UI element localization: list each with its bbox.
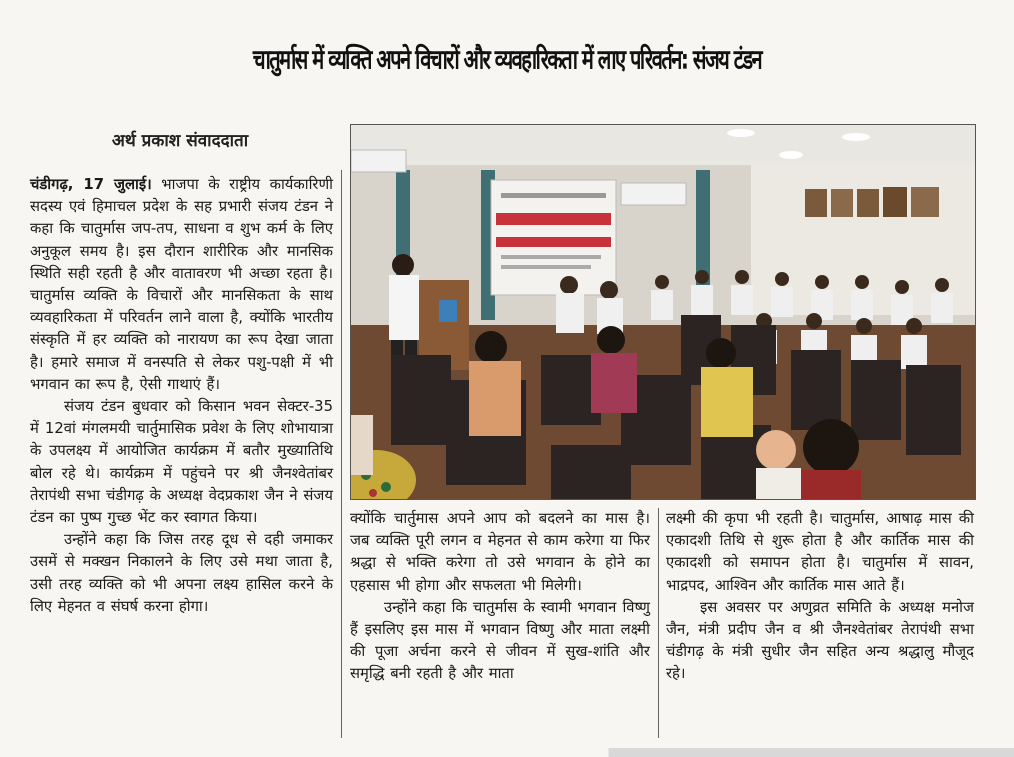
column-divider xyxy=(658,508,659,738)
paragraph-6: लक्ष्मी की कृपा भी रहती है। चातुर्मास, आषाढ़ मास की एकादशी तिथि से शुरू होता है और कार्तिक मास की एकादशी को समापन होता है। चातुर्मास में सावन, भाद्रपद, आश्विन और कार्तिक मास आते हैं। xyxy=(666,510,974,594)
paragraph-1-text: भाजपा के राष्ट्रीय कार्यकारिणी सदस्य एवं हिमाचल प्रदेश के सह प्रभारी संजय टंडन ने कहा कि चातुर्मास जप-तप, साधना व शुभ कर्म के लिए अनुकूल समय है। इस दौरान शारीरिक और मानसिक स्थिति सही रहती है और वातावरण भी अच्छा रहता है। चातुर्मास व्यक्ति के विचारों और मानसिकता के साथ व्यवहारिकता में परिवर्तन लाने वाला है, क्योंकि भारतीय संस्कृति में हर व्यक्ति को नारायण का रूप देखा जाता है। हमारे समाज में वनस्पति से लेकर पशु-पक्षी में भी भगवान का रूप है, ऐसी गाथाएं हैं। xyxy=(30,176,333,393)
article-column-1 xyxy=(30,174,333,618)
column-divider xyxy=(341,170,342,738)
event-photo xyxy=(350,124,976,500)
paragraph-2: संजय टंडन बुधवार को किसान भवन सेक्टर-35 में 12वां मंगलमयी चार्तुमासिक प्रवेश के लिए शोभायात्रा के उपलक्ष्य में आयोजित कार्यक्रम में बतौर मुख्यातिथि बोल रहे थे। कार्यक्रम में पहुंचने पर श्री जैनश्वेतांबर तेरापंथी सभा चंडीगढ़ के अध्यक्ष वेदप्रकाश जैन ने संजय टंडन का पुष्प गुच्छ भेंट कर स्वागत किया। xyxy=(30,398,333,527)
article-column-2 xyxy=(350,508,650,686)
article-column-3 xyxy=(666,508,974,686)
event-photo-illustration xyxy=(351,125,975,499)
paragraph-1 xyxy=(30,174,333,396)
dateline: चंडीगढ़, 17 जुलाई। xyxy=(30,176,152,193)
paragraph-7: इस अवसर पर अणुव्रत समिति के अध्यक्ष मनोज जैन, मंत्री प्रदीप जैन व श्री जैनश्वेतांबर तेरापंथी सभा चंडीगढ़ के मंत्री सुधीर जैन सहित अन्य श्रद्धालु मौजूद रहे। xyxy=(666,598,974,683)
headline: चातुर्मास में व्यक्ति अपने विचारों और व्यवहारिकता में लाए परिवर्तन: संजय टंडन xyxy=(252,42,762,76)
byline: अर्थ प्रकाश संवाददाता xyxy=(111,131,249,151)
paragraph-3: उन्होंने कहा कि जिस तरह दूध से दही जमाकर उसमें से मक्खन निकालने के लिए उसे मथा जाता है, उसी तरह व्यक्ति को भी अपना लक्ष्य हासिल करने के लिए मेहनत व संघर्ष करना होगा। xyxy=(30,531,333,615)
page-edge xyxy=(0,748,1014,757)
paragraph-4: क्योंकि चार्तुमास अपने आप को बदलने का मास है। जब व्यक्ति पूरी लगन व मेहनत से काम करेगा या फिर श्रद्धा से भक्ति करेगा तो उसे भगवान के होने का एहसास भी होगा और सफलता भी मिलेगी। xyxy=(350,510,650,594)
paragraph-5: उन्होंने कहा कि चातुर्मास के स्वामी भगवान विष्णु हैं इसलिए इस मास में भगवान विष्णु और माता लक्ष्मी की पूजा अर्चना करने से जीवन में सुख-शांति और समृद्धि बनी रहती है और माता xyxy=(350,598,650,683)
